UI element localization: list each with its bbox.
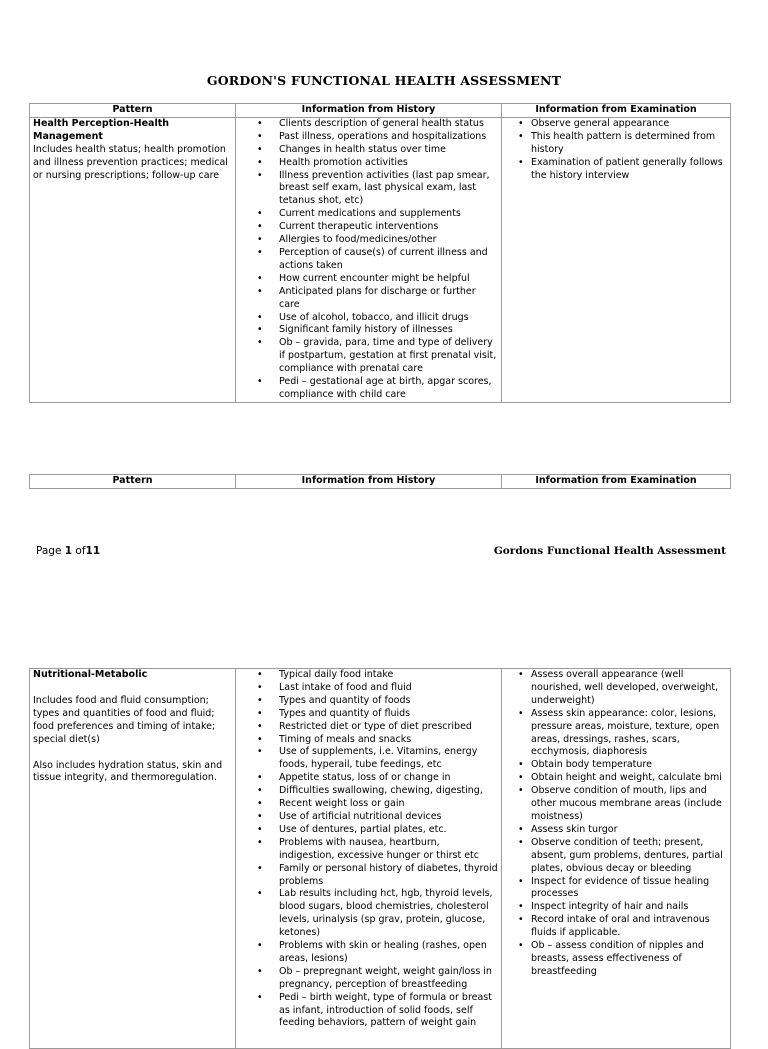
list-item: • Illness prevention activities (last pap smear, breast self exam, last physical exam, last tetanus shot, etc) [239, 170, 498, 209]
list-item: • Assess skin turgor [522, 824, 727, 837]
history-list [239, 669, 498, 1030]
pattern-description: Includes health status; health promotion and illness prevention practices; medical or nursing prescriptions; follow-up care [33, 143, 228, 181]
list-item: • Lab results including hct, hgb, thyroid levels, blood sugars, blood chemistries, cholesterol levels, urinalysis (sp grav, protein, glucose, ketones) [239, 888, 498, 940]
list-item: • Current medications and supplements [239, 208, 498, 221]
list-item: • Perception of cause(s) of current illness and actions taken [239, 247, 498, 273]
list-item: • Clients description of general health status [239, 118, 498, 131]
exam-list [505, 118, 727, 183]
pattern-cell [30, 117, 236, 402]
list-item: • Observe condition of teeth; present, absent, gum problems, dentures, partial plates, obvious decay or bleeding [522, 837, 727, 876]
header-pattern: Pattern [30, 475, 236, 489]
list-item: • This health pattern is determined from history [522, 131, 727, 157]
list-item: • Problems with skin or healing (rashes, open areas, lesions) [239, 940, 498, 966]
list-item: • Types and quantity of foods [239, 695, 498, 708]
header-history: Information from History [236, 475, 502, 489]
list-item: • Use of alcohol, tobacco, and illicit drugs [239, 312, 498, 325]
page-current: 1 [64, 545, 73, 557]
list-item: • Observe general appearance [522, 118, 727, 131]
table-header-row [30, 475, 731, 489]
list-item: • Last intake of food and fluid [239, 682, 498, 695]
list-item: • Obtain body temperature [522, 759, 727, 772]
history-list [239, 118, 498, 402]
header-pattern: Pattern [30, 104, 236, 118]
header-exam: Information from Examination [502, 475, 731, 489]
footer-title: Gordons Functional Health Assessment [493, 545, 726, 557]
pattern-cell [30, 669, 236, 1049]
list-item: • Ob – assess condition of nipples and breasts, assess effectiveness of breastfeeding [522, 940, 727, 979]
list-item: • Pedi – gestational age at birth, apgar scores, compliance with child care [239, 376, 498, 402]
list-item: • Typical daily food intake [239, 669, 498, 682]
list-item: • Problems with nausea, heartburn, indigestion, excessive hunger or thirst etc [239, 837, 498, 863]
list-item: • Types and quantity of fluids [239, 708, 498, 721]
list-item: • Examination of patient generally follows the history interview [522, 157, 727, 183]
list-item: • Allergies to food/medicines/other [239, 234, 498, 247]
exam-list [505, 669, 727, 979]
list-item: • Restricted diet or type of diet prescribed [239, 721, 498, 734]
list-item: • Difficulties swallowing, chewing, digesting, [239, 785, 498, 798]
list-item: • Record intake of oral and intravenous fluids if applicable. [522, 914, 727, 940]
repeated-header-table [29, 474, 731, 489]
of-label: of [75, 545, 86, 557]
table-row [30, 669, 731, 1049]
history-cell [236, 117, 502, 402]
list-item: • How current encounter might be helpful [239, 273, 498, 286]
pattern-description-extra: Also includes hydration status, skin and tissue integrity, and thermoregulation. [33, 759, 223, 784]
list-item: • Anticipated plans for discharge or further care [239, 286, 498, 312]
exam-cell [502, 117, 731, 402]
table-row [30, 117, 731, 402]
list-item: • Assess overall appearance (well nourished, well developed, overweight, underweight) [522, 669, 727, 708]
list-item: • Use of dentures, partial plates, etc. [239, 824, 498, 837]
page-label: Page [36, 545, 62, 557]
list-item: • Inspect for evidence of tissue healing processes [522, 876, 727, 902]
header-history: Information from History [236, 104, 502, 118]
list-item: • Significant family history of illnesses [239, 324, 498, 337]
list-item: • Recent weight loss or gain [239, 798, 498, 811]
list-item: • Family or personal history of diabetes, thyroid problems [239, 863, 498, 889]
list-item: • Obtain height and weight, calculate bmi [522, 772, 727, 785]
header-exam: Information from Examination [502, 104, 731, 118]
list-item: • Use of supplements, i.e. Vitamins, energy foods, hyperail, tube feedings, etc [239, 746, 498, 772]
pattern-title: Nutritional-Metabolic [33, 669, 148, 680]
list-item: • Appetite status, loss of or change in [239, 772, 498, 785]
list-item: • Assess skin appearance: color, lesions, pressure areas, moisture, texture, open areas, dressings, rashes, scars, ecchymosis, diaphoresis [522, 708, 727, 760]
list-item: • Ob – gravida, para, time and type of delivery if postpartum, gestation at first prenatal visit, compliance with prenatal care [239, 337, 498, 376]
list-item: • Observe condition of mouth, lips and other mucous membrane areas (include moistness) [522, 785, 727, 824]
list-item: • Use of artificial nutritional devices [239, 811, 498, 824]
list-item: • Timing of meals and snacks [239, 734, 498, 747]
pattern-description: Includes food and fluid consumption; types and quantities of food and fluid; food preferences and timing of intake; special diet(s) [33, 694, 216, 745]
document-title: GORDON'S FUNCTIONAL HEALTH ASSESSMENT [206, 73, 562, 88]
history-cell [236, 669, 502, 1049]
table-header-row [30, 104, 731, 118]
list-item: • Ob – prepregnant weight, weight gain/loss in pregnancy, perception of breastfeeding [239, 966, 498, 992]
list-item: • Health promotion activities [239, 157, 498, 170]
pattern-title: Health Perception-Health Management [33, 117, 170, 142]
list-item: • Inspect integrity of hair and nails [522, 901, 727, 914]
list-item: • Current therapeutic interventions [239, 221, 498, 234]
assessment-table-health-perception [29, 103, 731, 403]
page-total: 11 [85, 545, 101, 557]
assessment-table-nutritional [29, 668, 731, 1049]
page-number [36, 545, 100, 557]
list-item: • Past illness, operations and hospitalizations [239, 131, 498, 144]
list-item: • Changes in health status over time [239, 144, 498, 157]
exam-cell [502, 669, 731, 1049]
list-item: • Pedi – birth weight, type of formula or breast as infant, introduction of solid foods, self feeding behaviors, pattern of weight gain [239, 992, 498, 1031]
